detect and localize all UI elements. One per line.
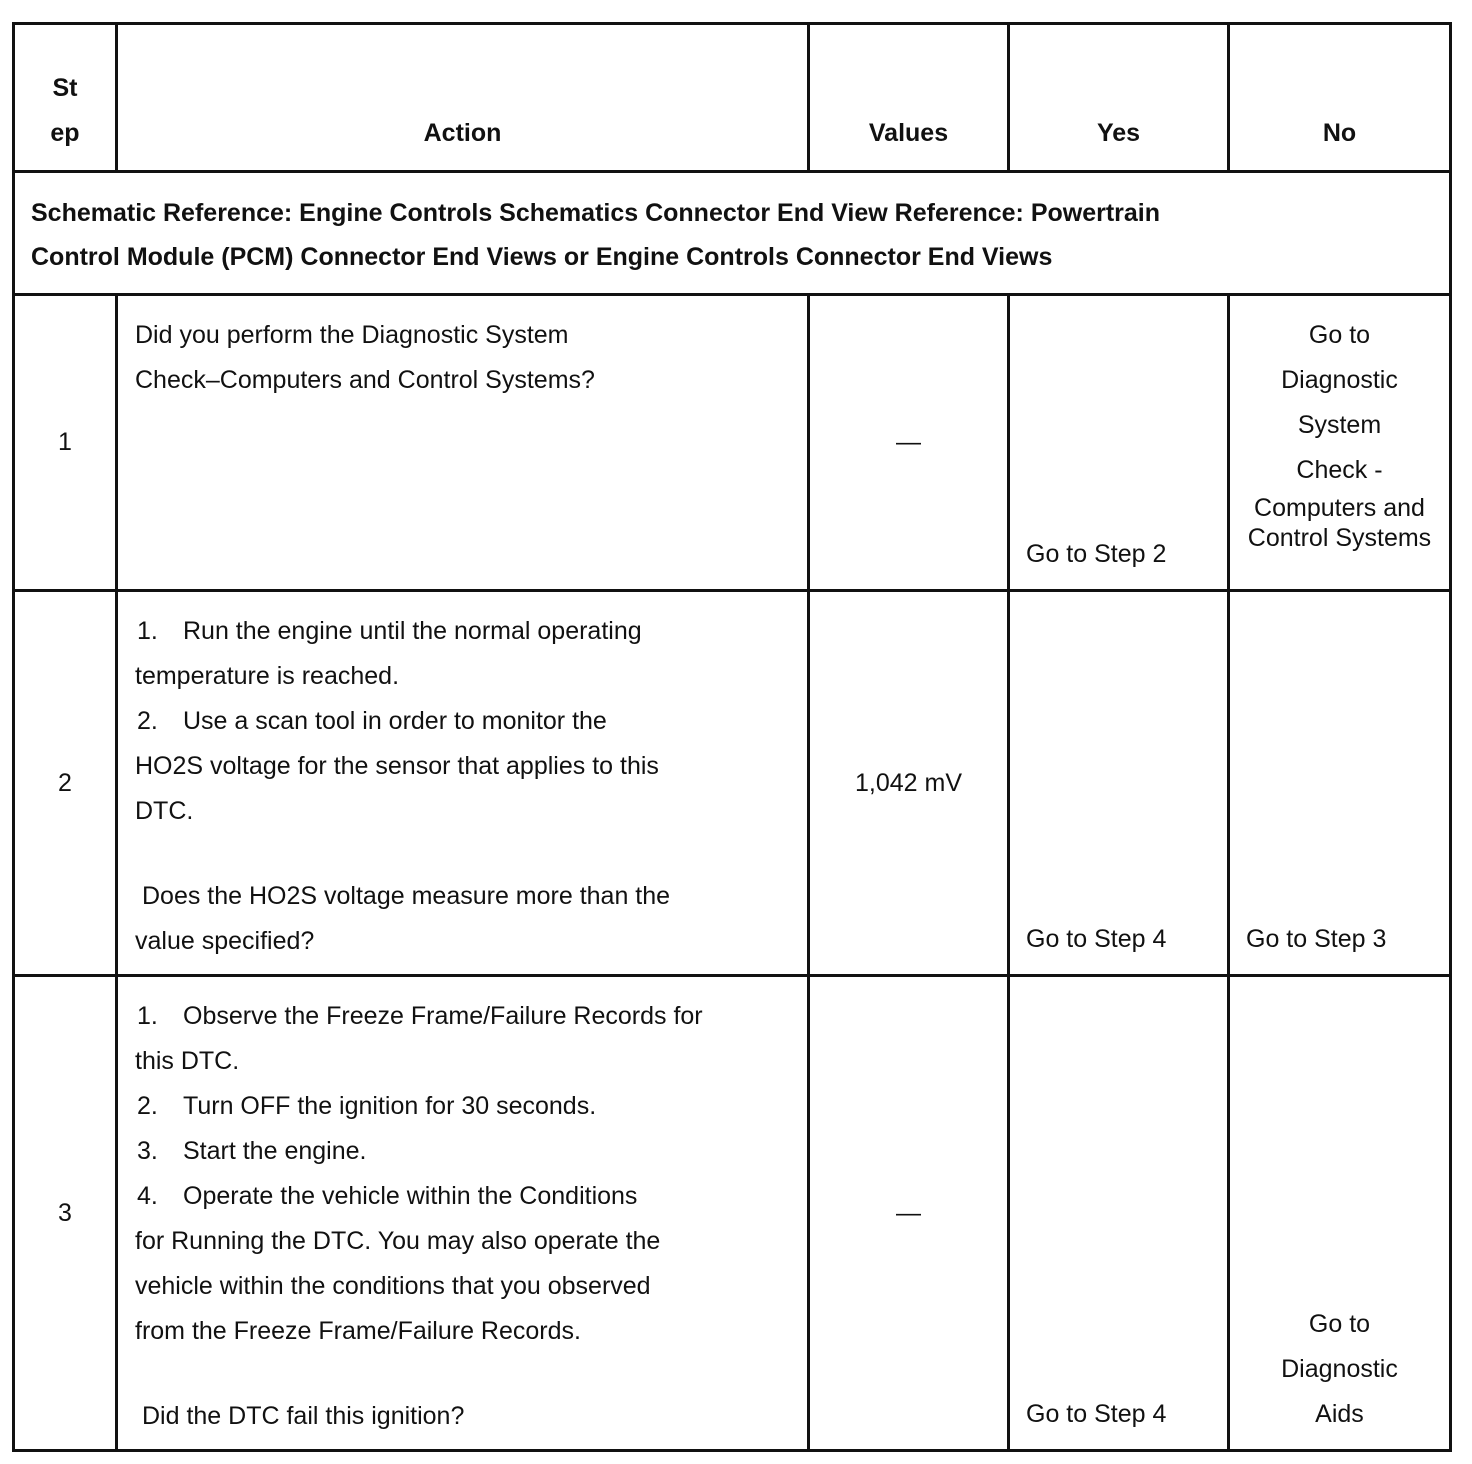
no-cell: Go to Diagnostic System Check - Computers and Control Systems — [1229, 295, 1451, 591]
value-cell: — — [809, 976, 1009, 1451]
value-cell: 1,042 mV — [809, 591, 1009, 976]
value-cell: — — [809, 295, 1009, 591]
reference-row — [14, 172, 1451, 295]
header-no: No — [1229, 24, 1451, 172]
action-text: 1. Run the engine until the normal operating temperature is reached. 2. Use a scan tool in order to monitor the HO2S voltage for the sensor that applies to this DTC. Does the HO2S voltage measure more than the value specified? — [117, 591, 809, 976]
header-row — [14, 24, 1451, 172]
action-text: Did you perform the Diagnostic System Check–Computers and Control Systems? — [117, 295, 809, 591]
reference-text: Schematic Reference: Engine Controls Schematics Connector End View Reference: Powertrain Control Module (PCM) Connector End Views or Engine Controls Connector End Views — [14, 172, 1451, 295]
diagnostic-table — [12, 22, 1452, 1452]
step-number: 1 — [14, 295, 117, 591]
header-action: Action — [117, 24, 809, 172]
step-number: 3 — [14, 976, 117, 1451]
no-cell: Go to Diagnostic Aids — [1229, 976, 1451, 1451]
header-step: St ep — [14, 24, 117, 172]
yes-cell: Go to Step 4 — [1009, 591, 1229, 976]
table-row — [14, 591, 1451, 976]
action-text: 1. Observe the Freeze Frame/Failure Records for this DTC. 2. Turn OFF the ignition for 30 seconds. 3. Start the engine. 4. Operate the vehicle within the Conditions for Running the DTC. You may also operate the vehicle within the conditions that you observed from the Freeze Frame/Failure Records. Did the DTC fail this ignition? — [117, 976, 809, 1451]
yes-cell: Go to Step 4 — [1009, 976, 1229, 1451]
header-yes: Yes — [1009, 24, 1229, 172]
table-row — [14, 976, 1451, 1451]
no-cell: Go to Step 3 — [1229, 591, 1451, 976]
step-number: 2 — [14, 591, 117, 976]
yes-cell: Go to Step 2 — [1009, 295, 1229, 591]
table-row — [14, 295, 1451, 591]
header-values: Values — [809, 24, 1009, 172]
